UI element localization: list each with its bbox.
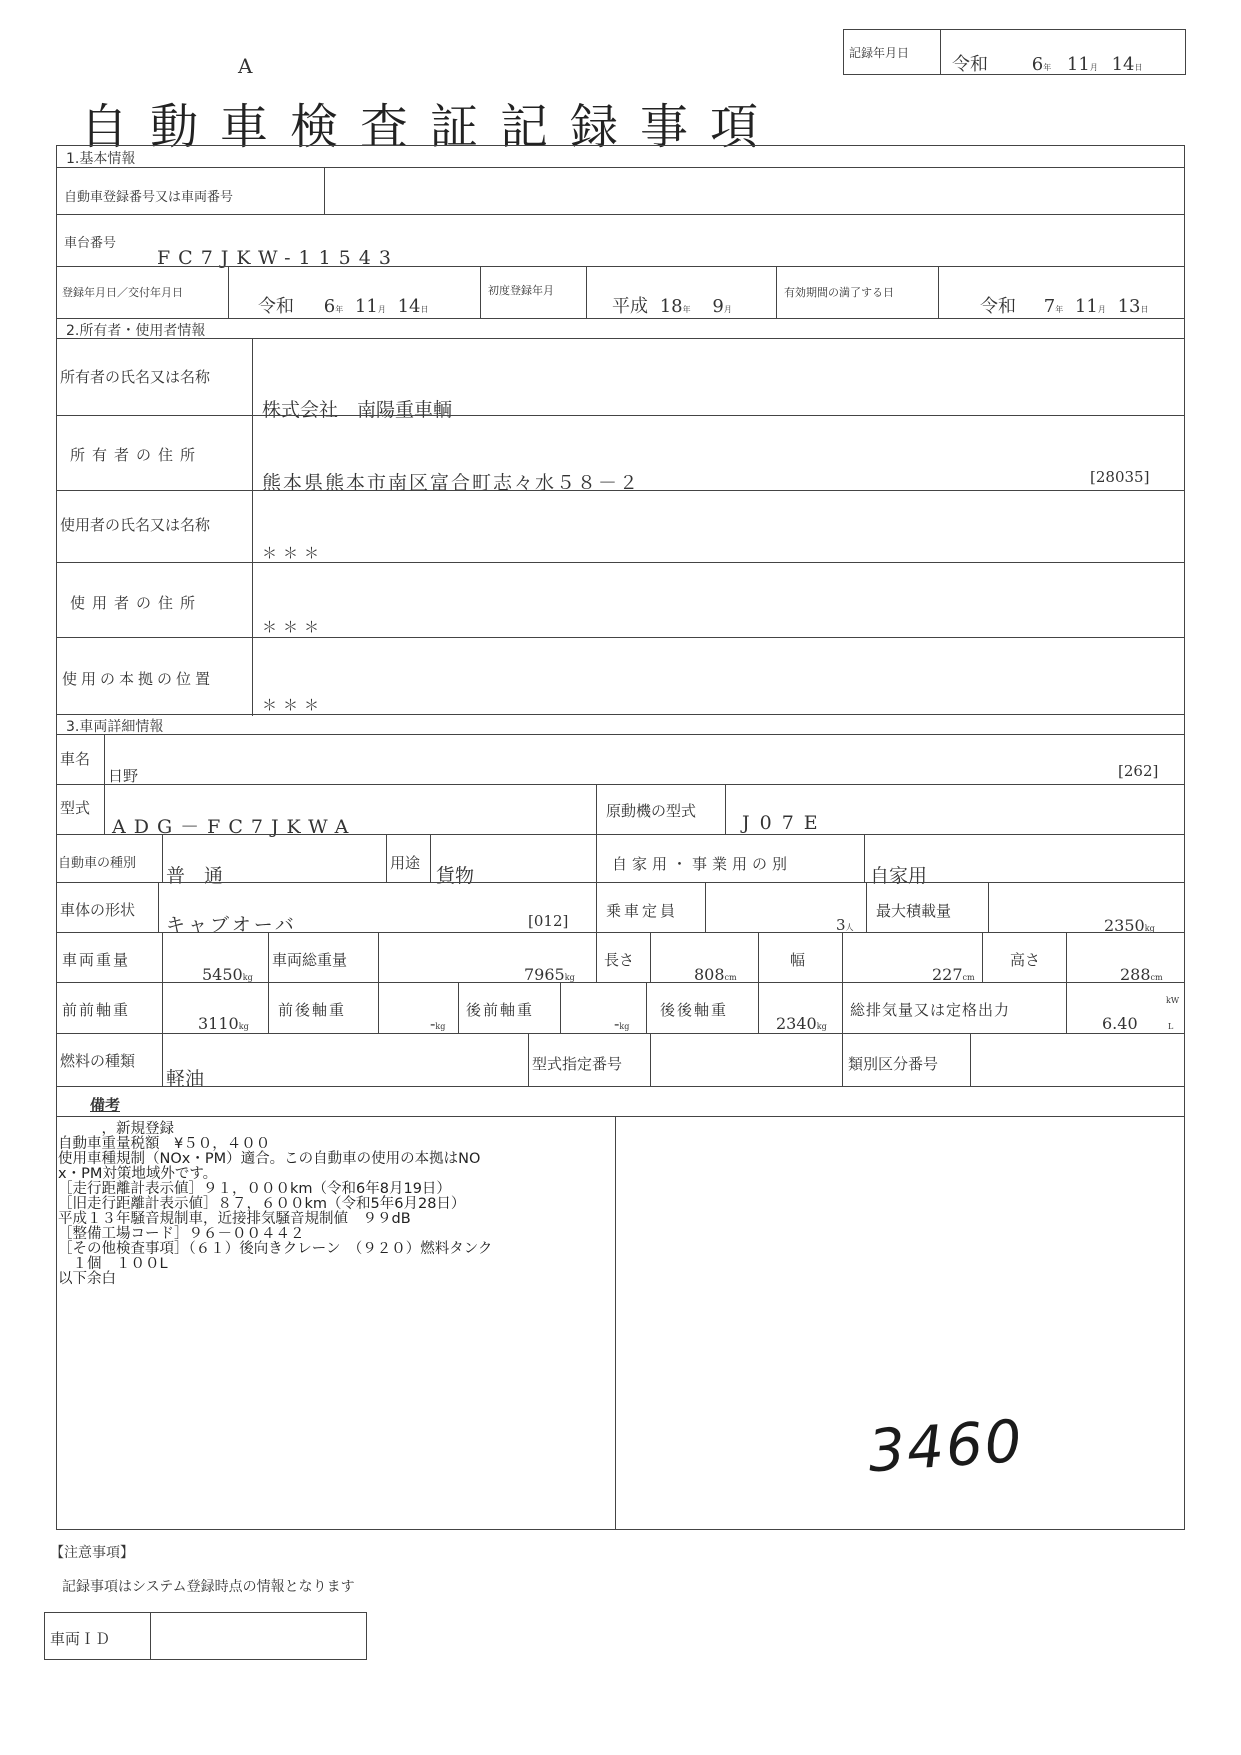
length-value: 808cm <box>694 965 737 984</box>
capacity-value: 3人 <box>836 916 854 934</box>
remark-line: 平成１３年騒音規制車，近接排気騒音規制値 ９９dB <box>58 1211 411 1227</box>
record-date-label: 記録年月日 <box>849 46 910 60</box>
user-name-value: ＊＊＊ <box>262 544 326 562</box>
expiry-value: 令和 7年 11月 13日 <box>980 296 1149 317</box>
use-label: 用途 <box>390 854 421 872</box>
chassis-value: FC7JKW-11543 <box>157 247 399 269</box>
body-shape-value: キャブオーバ <box>166 914 297 936</box>
height-label: 高さ <box>1010 951 1041 969</box>
ff-axle-label: 前前軸重 <box>62 1001 131 1019</box>
body-shape-label: 車体の形状 <box>60 901 136 919</box>
make-label: 車名 <box>60 750 91 768</box>
make-code: [262] <box>1118 762 1159 780</box>
remark-line: ［旧走行距離計表示値］８７，６００km（令和5年6月28日） <box>58 1196 466 1212</box>
vehicle-weight-label: 車両重量 <box>62 951 131 969</box>
user-address-label: 使用者の住所 <box>70 594 203 612</box>
type-designation-label: 型式指定番号 <box>532 1055 623 1073</box>
width-value: 227cm <box>932 965 975 984</box>
remark-line: １個 １００L <box>58 1256 168 1272</box>
owner-name-value: 株式会社 南陽重車輌 <box>262 399 453 421</box>
vehicle-id-label: 車両ＩＤ <box>50 1630 111 1648</box>
vehicle-weight-value: 5450kg <box>202 965 253 984</box>
displacement-value: 6.40 <box>1102 1014 1138 1033</box>
gross-weight-value: 7965kg <box>524 965 575 984</box>
reg-no-label: 自動車登録番号又は車両番号 <box>64 190 234 205</box>
handwritten-number: 3460 <box>865 1406 1026 1486</box>
length-label: 長さ <box>604 951 635 969</box>
base-location-value: ＊＊＊ <box>262 696 326 714</box>
user-address-value: ＊＊＊ <box>262 618 326 636</box>
max-load-value: 2350kg <box>1104 916 1155 935</box>
engine-value: J07E <box>742 812 828 834</box>
remark-line: ［その他検査事項］（６１）後向きクレーン （９２０）燃料タンク <box>58 1241 493 1257</box>
fuel-value: 軽油 <box>166 1068 205 1090</box>
vehicle-kind-label: 自動車の種別 <box>58 856 137 871</box>
section-basic-info: 1.基本情報 <box>66 151 136 167</box>
displacement-unit-l: L <box>1168 1022 1174 1031</box>
remark-line: 以下余白 <box>58 1271 116 1287</box>
engine-label: 原動機の型式 <box>606 802 697 820</box>
gross-weight-label: 車両総重量 <box>272 951 348 969</box>
remark-line: 自動車重量税額 ¥５０，４００ <box>58 1136 271 1152</box>
use-value: 貨物 <box>436 865 475 887</box>
capacity-label: 乗車定員 <box>606 902 679 920</box>
remark-line: 使用車種規制（NOx・PM）適合。この自動車の使用の本拠はNO <box>58 1151 481 1167</box>
make-value: 日野 <box>108 767 139 785</box>
displacement-label: 総排気量又は定格出力 <box>850 1001 1011 1019</box>
model-value: ADG－FC7JKWA <box>112 816 357 838</box>
owner-address-code: [28035] <box>1090 468 1150 486</box>
remarks-title: 備考 <box>90 1096 121 1114</box>
remark-line: x・PM対策地域外です。 <box>58 1166 218 1182</box>
width-label: 幅 <box>790 951 806 969</box>
base-location-label: 使用の本拠の位置 <box>62 670 215 688</box>
body-shape-code: [012] <box>528 912 569 930</box>
notes-text: 記録事項はシステム登録時点の情報となります <box>62 1579 355 1595</box>
private-commercial-label: 自家用・事業用の別 <box>612 855 793 873</box>
rf-axle-label: 後前軸重 <box>466 1001 535 1019</box>
displacement-unit-kw: kW <box>1166 996 1180 1005</box>
owner-address-value: 熊本県熊本市南区富合町志々水５８－２ <box>262 472 641 494</box>
model-label: 型式 <box>60 799 91 817</box>
expiry-label: 有効期間の満了する日 <box>784 286 894 299</box>
rr-axle-label: 後後軸重 <box>660 1001 729 1019</box>
chassis-label: 車台番号 <box>64 236 117 251</box>
remark-line: ［整備工場コード］９６－００４４２ <box>58 1226 305 1242</box>
private-commercial-value: 自家用 <box>870 865 928 887</box>
fuel-label: 燃料の種類 <box>60 1052 136 1070</box>
user-name-label: 使用者の氏名又は名称 <box>60 516 211 534</box>
owner-name-label: 所有者の氏名又は名称 <box>60 368 211 386</box>
page-title: 自動車検査証記録事項 <box>80 99 781 155</box>
height-value: 288cm <box>1120 965 1163 984</box>
first-reg-label: 初度登録年月 <box>488 284 554 297</box>
issue-date-value: 令和 6年 11月 14日 <box>258 296 429 317</box>
section-vehicle-detail: 3.車両詳細情報 <box>66 719 164 735</box>
notes-title: 【注意事項】 <box>50 1545 134 1561</box>
fr-axle-value: -kg <box>430 1014 446 1033</box>
section-owner-user: 2.所有者・使用者情報 <box>66 323 206 339</box>
issue-date-label: 登録年月日／交付年月日 <box>62 286 183 299</box>
rr-axle-value: 2340kg <box>776 1014 827 1033</box>
remark-line: ，新規登録 <box>58 1121 174 1137</box>
remark-line: ［走行距離計表示値］９１，０００km（令和6年8月19日） <box>58 1181 451 1197</box>
owner-address-label: 所有者の住所 <box>70 446 203 464</box>
first-reg-value: 平成 18年 9月 <box>612 296 732 317</box>
ff-axle-value: 3110kg <box>198 1014 249 1033</box>
vehicle-kind-value: 普 通 <box>166 865 224 887</box>
fr-axle-label: 前後軸重 <box>278 1001 347 1019</box>
remarks-text <box>58 1122 618 1287</box>
record-date-value: 令和 6年 11月 14日 <box>952 54 1143 75</box>
category-number-label: 類別区分番号 <box>848 1055 939 1073</box>
form-mark: A <box>238 54 253 78</box>
max-load-label: 最大積載量 <box>876 902 952 920</box>
rf-axle-value: -kg <box>614 1014 630 1033</box>
